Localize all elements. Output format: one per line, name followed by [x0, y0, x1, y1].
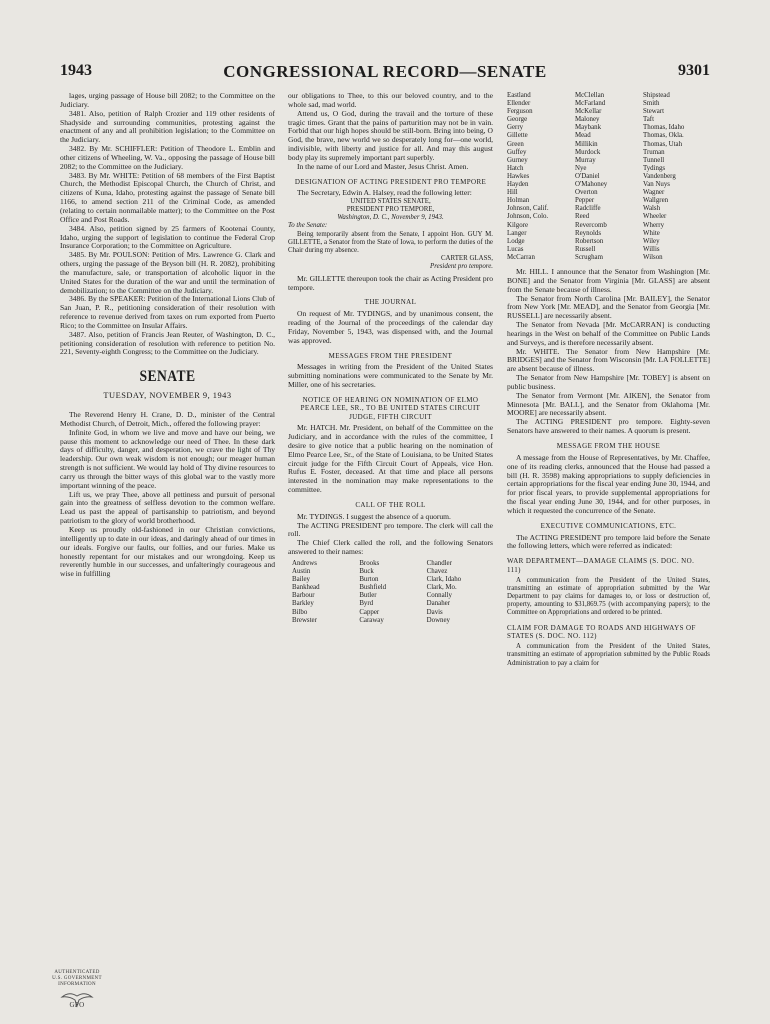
senator-name: Danaher [426, 600, 450, 608]
petition-paragraph: 3487. Also, petition of Francis Jean Reuter, of Washington, D. C., petitioning consideration of resolution with reference to petition No. 221, Seventy-eighth Congress; to the Committee on the Judiciary. [60, 329, 275, 357]
auth-line: INFORMATION [58, 981, 96, 987]
letter-body: Being temporarily absent from the Senate, I appoint Hon. GUY M. GILLETTE, a Senator from the State of Iowa, to perform the duties of the Chair during my absence. [288, 230, 493, 255]
senator-name: Mead [575, 132, 591, 140]
senator-name: Vandenberg [643, 172, 676, 180]
prayer-paragraph: Infinite God, in whom we live and move and have our being, we pause this moment to acknowledge our need of Thee. In these dark days of difficulty, danger, and desperation, we crave the light of Thy leadership. Our own weak wisdom is not enough; our meager human strength is not sufficient. We would lay hold of Thy divine resources to carry us through the bitter ways of this global war to the vastly more important winning of the peace. [60, 427, 275, 490]
petition-paragraph: 3485. By Mr. POULSON: Petition of Mrs. Lawrence G. Clark and others, urging the passage of the Bryson bill (H. R. 2082), prohibiting the manufacture, sale, or transportation of alcoholic liquor in the United States for the duration of the war and until the termination of demobilization; to the Committee on the Judiciary. [60, 250, 275, 295]
senator-name: Gerry [507, 124, 524, 132]
senator-name: Willis [643, 245, 660, 253]
prayer-paragraph: In the name of our Lord and Master, Jesus Christ. Amen. [297, 161, 469, 171]
senator-name: Walsh [643, 205, 661, 213]
senator-name-list [507, 92, 710, 262]
letter-salutation: To the Senate: [288, 222, 328, 230]
senator-name: Murdock [575, 148, 601, 156]
petition-paragraph: 3482. By Mr. SCHIFFLER: Petition of Theodore L. Emblin and other citizens of Wheeling, W. Va., opposing the passage of House bill 2082; to the Committee on the Judiciary. [60, 144, 275, 171]
gillette-paragraph: Mr. GILLETTE thereupon took the chair as Acting President pro tempore. [288, 273, 493, 292]
senator-name: Thomas, Idaho [643, 124, 685, 132]
petition-paragraph: 3484. Also, petition signed by 25 farmers of Kootenai County, Idaho, urging the support of legislation to continue the Federal Crop Insurance Corporation; to the Committee on Agriculture. [60, 223, 275, 251]
senator-name: Barkley [292, 600, 314, 608]
column-3 [507, 92, 710, 668]
senator-name: Robertson [575, 237, 604, 245]
header-title: CONGRESSIONAL RECORD—SENATE [223, 62, 547, 81]
senator-name: McKellar [575, 108, 602, 116]
senator-name: George [507, 116, 528, 124]
senator-name: Burton [359, 576, 379, 584]
senator-name: Wagner [643, 189, 665, 197]
senator-name: White [643, 229, 660, 237]
letter-letterhead: UNITED STATES SENATE, [350, 197, 431, 205]
senator-name: Buck [359, 568, 374, 576]
senator-name: Overton [575, 189, 598, 197]
senator-name: Taft [643, 116, 654, 124]
senator-name: Ellender [507, 100, 531, 108]
section-heading-messages: MESSAGES FROM THE PRESIDENT [328, 351, 453, 360]
senator-name: Nye [575, 164, 587, 172]
section-heading-notice: NOTICE OF HEARING ON NOMINATION OF ELMO PEARCE LEE, SR., TO BE UNITED STATES CIRCUIT JUDGE, FIFTH CIRCUIT [300, 395, 481, 421]
hatch-paragraph: Mr. HATCH. Mr. President, on behalf of the Committee on the Judiciary, and in accordance with the rules of the committee, I desire to give notice that a public hearing on the nomination of Elmo Pearce Lee, Sr., of the State of Louisiana, to be United States circuit judge for the Fifth Circuit Court of Appeals, vice Hon. Rufus E. Foster, deceased. At that time and place all persons interested in the nomination may make representations to the committee. [288, 423, 493, 495]
senator-name: Holman [507, 197, 530, 205]
senate-heading: SENATE [139, 368, 196, 386]
senator-name: O'Daniel [575, 172, 600, 180]
auth-line: U.S. GOVERNMENT [52, 975, 102, 981]
senator-name: Wherry [643, 221, 665, 229]
senator-name: McCarran [507, 253, 535, 261]
senator-name: Maybank [575, 124, 602, 132]
absence-paragraph: The Senator from Nevada [Mr. McCARRAN] is conducting hearings in the West on behalf of the Committee on Public Lands and Surveys, and is therefore necessarily absent. [507, 320, 710, 347]
roll-paragraph: Mr. TYDINGS. I suggest the absence of a quorum. [297, 511, 451, 521]
senator-name: Clark, Idaho [426, 576, 462, 584]
absence-paragraph: The Senator from Vermont [Mr. AIKEN], the Senator from Minnesota [Mr. BALL], and the Senator from Oklahoma [Mr. MOORE] are necessarily absent. [507, 390, 710, 418]
senator-name: Capper [359, 608, 380, 616]
session-date: TUESDAY, NOVEMBER 9, 1943 [103, 391, 232, 401]
senator-column [427, 560, 493, 625]
auth-gpo-label: GPO [69, 1001, 85, 1010]
war-department-paragraph: A communication from the President of the United States, transmitting an estimate of appropriation submitted by the War Department to pay claims for damages to, or loss or destruction of, property, amounting to $31,869.75 (with accompanying papers); to the Committee on Appropriations and ordered to be printed. [507, 577, 710, 617]
column-2 [288, 92, 493, 631]
quorum-paragraph: The ACTING PRESIDENT pro tempore. Eighty-seven Senators have answered to their names. A quorum is present. [507, 417, 710, 436]
senator-name: Revercomb [575, 221, 607, 229]
letter-dateline: Washington, D. C., November 9, 1943. [337, 214, 444, 222]
senator-name: Murray [575, 156, 596, 164]
senator-name: Wallgren [643, 197, 669, 205]
senator-name: Connally [426, 592, 452, 600]
senator-name: Wheeler [643, 213, 667, 221]
senator-name: Lodge [507, 237, 525, 245]
senator-name: Austin [292, 568, 311, 576]
senator-name: Thomas, Okla. [643, 132, 684, 140]
prayer-paragraph: Keep us proudly old-fashioned in our Christian convictions, intelligently up to date in our ideas, and daringly ahead of our times in our ideals. Forgive our faults, our follies, and our furies. Make us honestly repentant for our mistakes and our wrongdoing. Keep us reverently humble in our successes, and unfalteringly courageous and wise in fulfilling [60, 524, 275, 579]
section-heading-war-department: WAR DEPARTMENT—DAMAGE CLAIMS (S. DOC. NO. 111) [507, 557, 695, 574]
senator-name: Hayden [507, 181, 529, 189]
absence-paragraph: The Senator from New Hampshire [Mr. TOBEY] is absent on public business. [507, 373, 710, 391]
senator-name: Hawkes [507, 172, 530, 180]
auth-line: AUTHENTICATED [54, 970, 100, 975]
senator-column [507, 92, 574, 262]
senator-name: McClellan [575, 92, 605, 99]
senator-name: Maloney [575, 116, 600, 124]
prayer-paragraph: Lift us, we pray Thee, above all pettiness and pursuit of personal gain into the greatness of selfless devotion to the common welfare. Lead us past the appeal of partisanship to patriotism, and beyond patriotism to the glory of world brotherhood. [60, 489, 275, 526]
section-heading-house: MESSAGE FROM THE HOUSE [556, 442, 661, 450]
senator-name: Millikin [575, 140, 598, 148]
column-1 [60, 92, 275, 579]
senator-name: Scrugham [575, 253, 603, 261]
senator-name: Butler [359, 592, 377, 600]
section-heading-roll: CALL OF THE ROLL [355, 500, 426, 509]
senator-column [575, 92, 642, 262]
senator-name: Tydings [643, 164, 666, 172]
petition-paragraph: 3486. By the SPEAKER: Petition of the International Lions Club of San Juan, P. R., petitioning consideration of their resolution with reference to revenue derived from taxes on rum exported from Puerto Rico; to the Committee on Insular Affairs. [60, 294, 275, 330]
messages-paragraph: Messages in writing from the President of the United States submitting nominations were communicated to the Senate by Mr. Miller, one of his secretaries. [288, 362, 493, 390]
senator-name: Wiley [643, 237, 660, 245]
senator-name: Smith [643, 100, 660, 108]
senator-name: Stewart [643, 108, 665, 116]
senator-name: Thomas, Utah [643, 140, 683, 148]
letter-signature: CARTER GLASS, [440, 255, 493, 263]
senator-name: Reynolds [575, 229, 602, 237]
header-year: 1943 [60, 62, 92, 79]
senator-name: Pepper [575, 197, 595, 205]
senator-name: Chandler [426, 559, 452, 567]
letter-signature-title: President pro tempore. [430, 263, 493, 271]
senator-name: Kilgore [507, 221, 529, 229]
journal-paragraph: On request of Mr. TYDINGS, and by unanimous consent, the reading of the Journal of the proceedings of the calendar day Friday, November 5, 1943, was dispensed with, and the Journal was approved. [288, 309, 493, 345]
absence-paragraph: Mr. WHITE. The Senator from New Hampshire [Mr. BRIDGES] and the Senator from Wisconsin [Mr. LA FOLLETTE] are absent because of illness. [507, 346, 710, 374]
letter-office: PRESIDENT PRO TEMPORE, [346, 206, 435, 214]
senator-name: Eastland [507, 92, 531, 99]
senator-name: McFarland [575, 100, 606, 108]
senator-name: Johnson, Calif. [507, 205, 549, 213]
senator-column [292, 560, 358, 625]
roads-paragraph: A communication from the President of the United States, transmitting an estimate of appropriation submitted by the Public Roads Administration to pay a claim for [507, 643, 710, 667]
senator-name: Hill [507, 189, 518, 197]
absence-paragraph: Mr. HILL. I announce that the Senator from Washington [Mr. BONE] and the Senator from Virginia [Mr. GLASS] are absent from the Senate because of illness. [507, 266, 710, 294]
absence-paragraph: The Senator from North Carolina [Mr. BAILEY], the Senator from New York [Mr. MEAD], and the Senator from Georgia [Mr. RUSSELL] are necessarily absent. [507, 293, 710, 321]
prayer-intro: The Reverend Henry H. Crane, D. D., minister of the Central Methodist Church, of Detroit, Mich., offered the following prayer: [60, 410, 275, 428]
senator-name: O'Mahoney [575, 181, 608, 189]
senator-name: Shipstead [643, 92, 670, 99]
senator-name: Johnson, Colo. [507, 213, 549, 221]
senator-name: Bilbo [292, 608, 308, 616]
senator-name: Bailey [292, 576, 310, 584]
house-message-paragraph: A message from the House of Representatives, by Mr. Chaffee, one of its reading clerks, announced that the House had passed a bill (H. R. 3598) making appropriations to supply deficiencies in certain appropriations for the fiscal year ending June 30, 1944, and for prior fiscal years, to provide supplemental appropriations for the fiscal year ending June 30, 1944, and for other purposes, in which it requested the concurrence of the Senate. [507, 452, 710, 515]
senator-name: Russell [575, 245, 596, 253]
section-heading-journal: THE JOURNAL [364, 298, 417, 307]
senator-name: Chavez [426, 568, 448, 576]
petition-paragraph: lages, urging passage of House bill 2082; to the Committee on the Judiciary. [60, 91, 275, 109]
senator-name: Gurney [507, 156, 528, 164]
senator-name: Gillette [507, 132, 528, 140]
authenticated-gpo-mark [42, 970, 112, 1009]
senator-name: Davis [426, 608, 443, 616]
prayer-paragraph: Attend us, O God, during the travail and the torture of these tragic times. Grant that the pains of parturition may not be in vain. Forbid that our high hopes should be still-born. Bring into being, O God, the brave, new world we so desperately long for—one world, indivisible, with liberty and justice for all. And may this august body play its supremely important part superbly. [288, 108, 493, 162]
executive-paragraph: The ACTING PRESIDENT pro tempore laid before the Senate the following letters, which were referred as indicated: [507, 532, 710, 551]
senator-name: Bankhead [292, 584, 320, 592]
senator-name: Guffey [507, 148, 527, 156]
senator-name: Truman [643, 148, 665, 156]
petition-paragraph: 3481. Also, petition of Ralph Crozier and 119 other residents of Shadyside and surrounding communities, protesting against the enactment of any and all prohibition legislation; to the Committee on the Judiciary. [60, 108, 275, 145]
senator-name: Langer [507, 229, 527, 237]
petition-paragraph: 3483. By Mr. WHITE: Petition of 68 members of the First Baptist Church, the Methodist Episcopal Church, the Church of Christ, and citizens of Kuna, Idaho, protesting against the passage of Senate bill 1166, to amend section 211 of the Criminal Code, as amended (relating to certain nonmailable matter); to the Committee on the Post Office and Post Roads. [60, 170, 275, 224]
section-heading-roads: CLAIM FOR DAMAGE TO ROADS AND HIGHWAYS OF STATES (S. DOC. NO. 112) [507, 623, 696, 640]
section-heading-executive: EXECUTIVE COMMUNICATIONS, ETC. [540, 521, 677, 530]
senator-name: Ferguson [507, 108, 533, 116]
senator-name: Caraway [359, 616, 384, 624]
senator-name: Andrews [292, 559, 317, 567]
senator-name: Green [507, 140, 524, 148]
senator-name: Bushfield [359, 584, 387, 592]
senator-name: Brewster [292, 616, 317, 624]
senator-name: Van Nuys [643, 181, 670, 189]
senator-name: Hatch [507, 164, 524, 172]
senator-name: Radcliffe [575, 205, 601, 213]
senator-name: Tunnell [643, 156, 665, 164]
designation-text: The Secretary, Edwin A. Halsey, read the following letter: [297, 188, 472, 197]
header-page-number: 9301 [678, 62, 710, 79]
roll-paragraph: The ACTING PRESIDENT pro tempore. The clerk will call the roll. [288, 520, 493, 539]
section-heading-designation: DESIGNATION OF ACTING PRESIDENT PRO TEMPORE [294, 177, 487, 186]
senator-name: Downey [426, 616, 451, 624]
running-header [60, 62, 710, 86]
senator-name: Brooks [359, 559, 380, 567]
senator-name: Clark, Mo. [426, 584, 457, 592]
senator-name: Barbour [292, 592, 315, 600]
senator-name: Byrd [359, 600, 374, 608]
prayer-paragraph: our obligations to Thee, to this our beloved country, and to the whole sad, mad world. [288, 91, 493, 109]
senator-name: Reed [575, 213, 590, 221]
senator-column [643, 92, 710, 262]
senator-name: Lucas [507, 245, 524, 253]
senator-name-list [292, 560, 493, 625]
appointment-letter [288, 198, 493, 272]
senator-name: Wilson [643, 253, 663, 261]
senator-column [359, 560, 425, 625]
roll-paragraph: The Chief Clerk called the roll, and the following Senators answered to their names: [288, 538, 493, 557]
